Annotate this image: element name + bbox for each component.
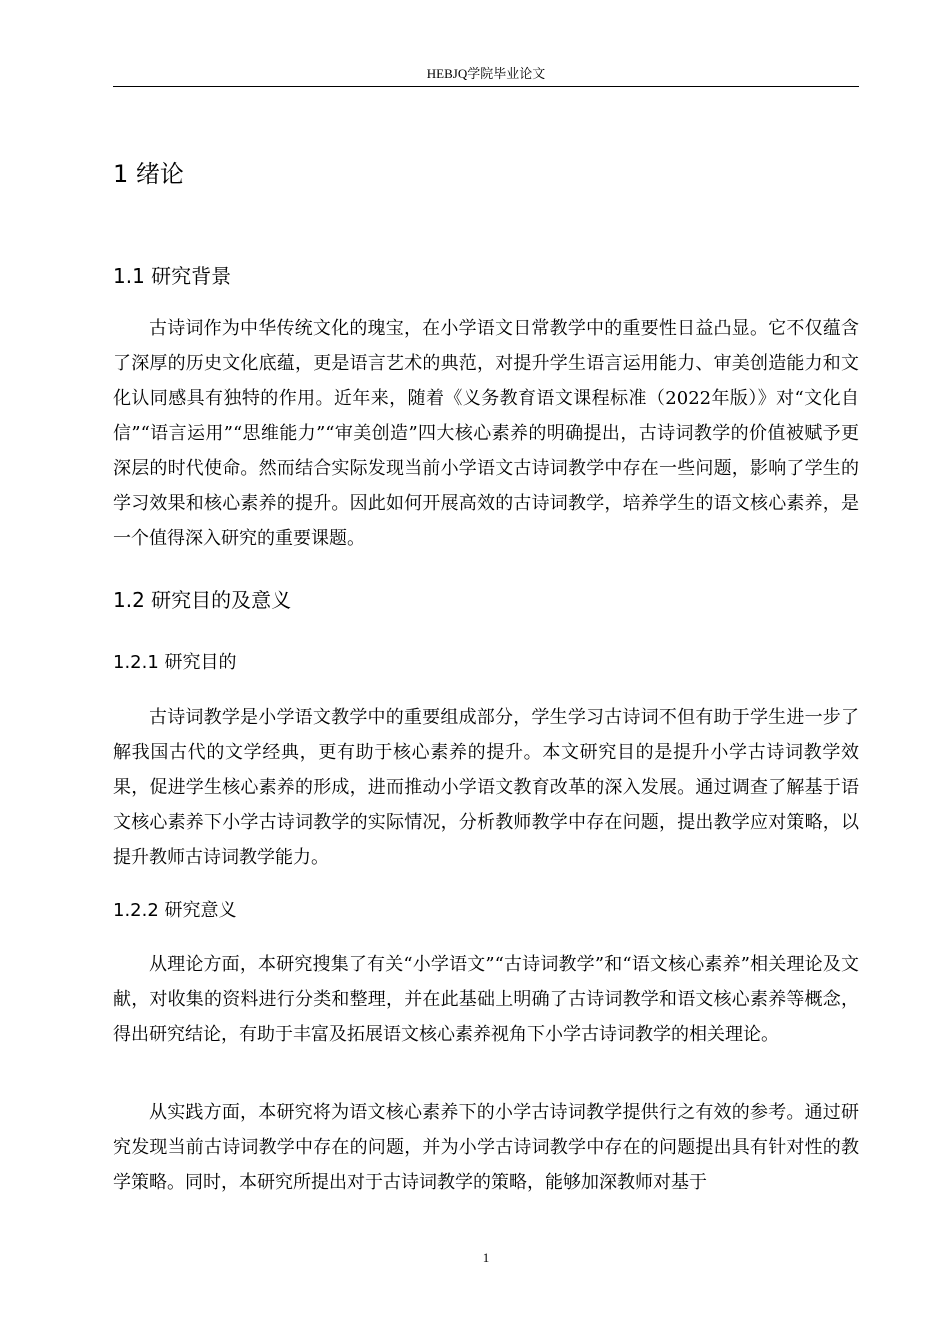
paragraph-theoretical-significance: 从理论方面，本研究搜集了有关“小学语文”“古诗词教学”和“语文核心素养”相关理论及文献，对收集的资料进行分类和整理，并在此基础上明确了古诗词教学和语文核心素养等概念，得出研究结论，有助于丰富及拓展语文核心素养视角下小学古诗词教学的相关理论。 (113, 954, 859, 1045)
chapter-title: 1 绪论 (113, 160, 184, 188)
paragraph-research-purpose: 古诗词教学是小学语文教学中的重要组成部分，学生学习古诗词不但有助于学生进一步了解我国古代的文学经典，更有助于核心素养的提升。本文研究目的是提升小学古诗词教学效果，促进学生核心素养的形成，进而推动小学语文教育改革的深入发展。通过调查了解基于语文核心素养下小学古诗词教学的实际情况，分析教师教学中存在问题，提出教学应对策略，以提升教师古诗词教学能力。 (113, 707, 859, 868)
header-divider (113, 86, 859, 87)
page-header: HEBJQ学院毕业论文 (426, 66, 546, 81)
section-title-research-background: 1.1 研究背景 (113, 264, 232, 288)
paragraph-practical-significance: 从实践方面，本研究将为语文核心素养下的小学古诗词教学提供行之有效的参考。通过研究发现当前古诗词教学中存在的问题，并为小学古诗词教学中存在的问题提出具有针对性的教学策略。同时，本研究所提出对于古诗词教学的策略，能够加深教师对基于 (113, 1102, 859, 1193)
section-title-purpose-significance: 1.2 研究目的及意义 (113, 588, 292, 612)
subsection-title-research-significance: 1.2.2 研究意义 (113, 900, 237, 921)
paragraph-research-background: 古诗词作为中华传统文化的瑰宝，在小学语文日常教学中的重要性日益凸显。它不仅蕴含了深厚的历史文化底蕴，更是语言艺术的典范，对提升学生语言运用能力、审美创造能力和文化认同感具有独特的作用。近年来，随着《义务教育语文课程标准（2022年版）》对“文化自信”“语言运用”“思维能力”“审美创造”四大核心素养的明确提出，古诗词教学的价值被赋予更深层的时代使命。然而结合实际发现当前小学语文古诗词教学中存在一些问题，影响了学生的学习效果和核心素养的提升。因此如何开展高效的古诗词教学，培养学生的语文核心素养，是一个值得深入研究的重要课题。 (113, 318, 859, 549)
subsection-title-research-purpose: 1.2.1 研究目的 (113, 652, 237, 673)
page-number: 1 (482, 1250, 490, 1265)
